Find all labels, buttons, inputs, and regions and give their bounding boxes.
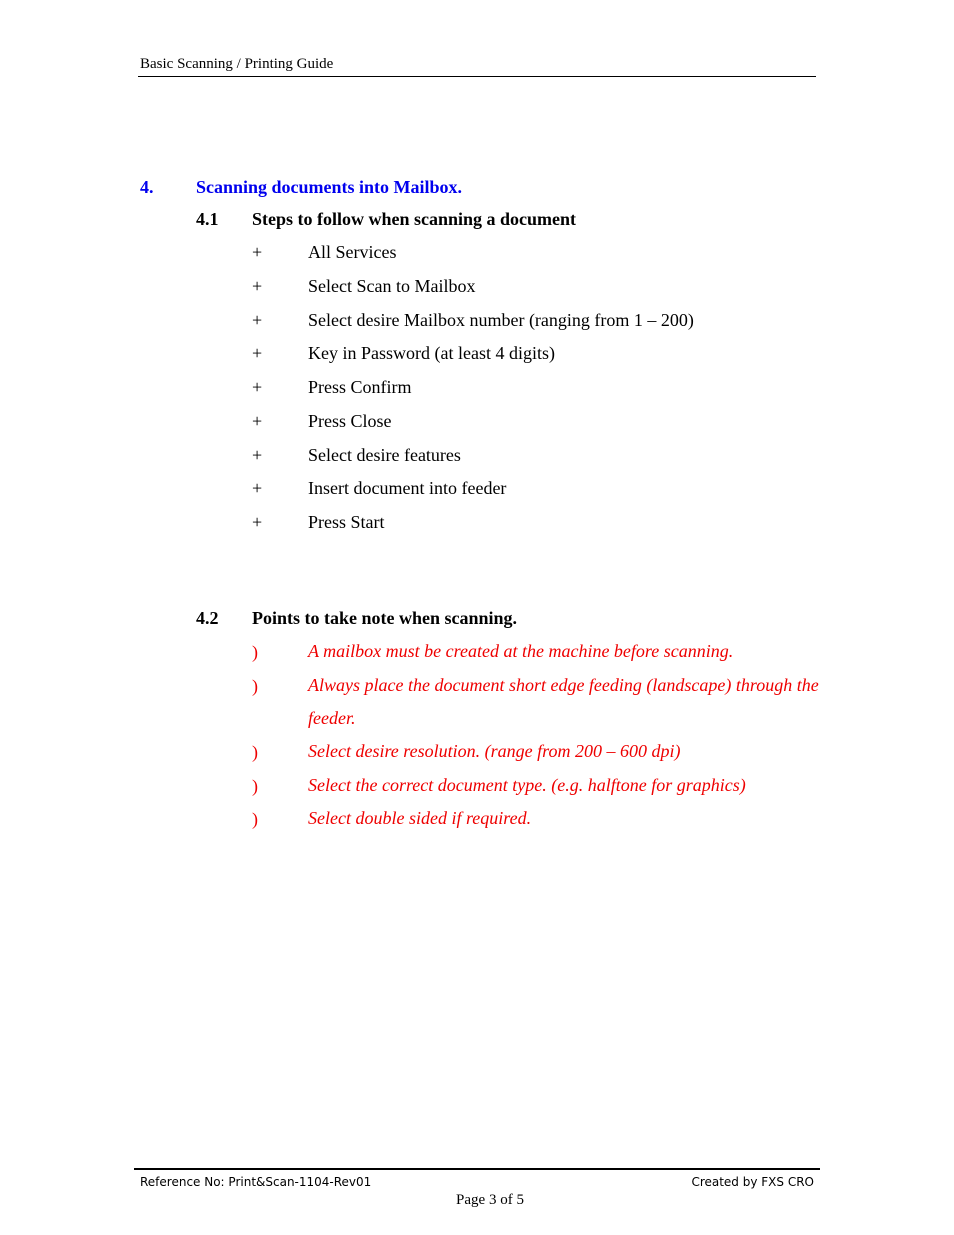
- paren-bullet-icon: ): [252, 776, 258, 796]
- step-text: Select desire features: [308, 444, 461, 465]
- plus-bullet-icon: +: [252, 512, 263, 532]
- plus-bullet-icon: +: [252, 242, 263, 262]
- page-header-title: Basic Scanning / Printing Guide: [140, 56, 334, 72]
- plus-bullet-icon: +: [252, 478, 263, 499]
- paren-bullet-icon: ): [252, 809, 258, 829]
- plus-bullet-icon: +: [252, 309, 263, 330]
- step-text: Press Start: [308, 512, 385, 532]
- subsection-notes-number: 4.2: [196, 608, 219, 628]
- subsection-steps-number: 4.1: [196, 209, 219, 229]
- subsection-steps-title: Steps to follow when scanning a document: [252, 209, 577, 229]
- step-text: All Services: [308, 242, 397, 262]
- step-text: Insert document into feeder: [308, 478, 507, 499]
- plus-bullet-icon: +: [252, 377, 263, 397]
- step-text: Select desire Mailbox number (ranging from 1 – 200): [308, 309, 694, 330]
- paren-bullet-icon: ): [252, 676, 258, 696]
- section-number: 4.: [140, 177, 154, 197]
- note-text: Select double sided if required.: [308, 808, 532, 828]
- note-text: Always place the document short edge feeding (landscape) through the feeder.: [308, 675, 819, 728]
- step-text: Press Close: [308, 410, 392, 431]
- plus-bullet-icon: +: [252, 343, 263, 364]
- subsection-notes-title: Points to take note when scanning.: [252, 608, 518, 628]
- plus-bullet-icon: +: [252, 275, 263, 296]
- note-text: Select the correct document type. (e.g. halftone for graphics): [308, 775, 746, 795]
- footer-created-by: Created by FXS CRO: [691, 1175, 814, 1189]
- note-text: Select desire resolution. (range from 200 – 600 dpi): [308, 741, 681, 761]
- step-text: Press Confirm: [308, 377, 412, 397]
- plus-bullet-icon: +: [252, 444, 263, 465]
- page-number: Page 3 of 5: [456, 1192, 524, 1208]
- note-text: A mailbox must be created at the machine before scanning.: [308, 641, 734, 661]
- plus-bullet-icon: +: [252, 410, 263, 431]
- paren-bullet-icon: ): [252, 642, 258, 662]
- step-text: Select Scan to Mailbox: [308, 275, 476, 296]
- paren-bullet-icon: ): [252, 742, 258, 762]
- footer-reference: Reference No: Print&Scan-1104-Rev01: [140, 1175, 372, 1189]
- header-divider: [138, 76, 816, 77]
- section-title: Scanning documents into Mailbox.: [196, 177, 463, 197]
- step-text: Key in Password (at least 4 digits): [308, 343, 555, 364]
- footer-divider: [134, 1168, 820, 1170]
